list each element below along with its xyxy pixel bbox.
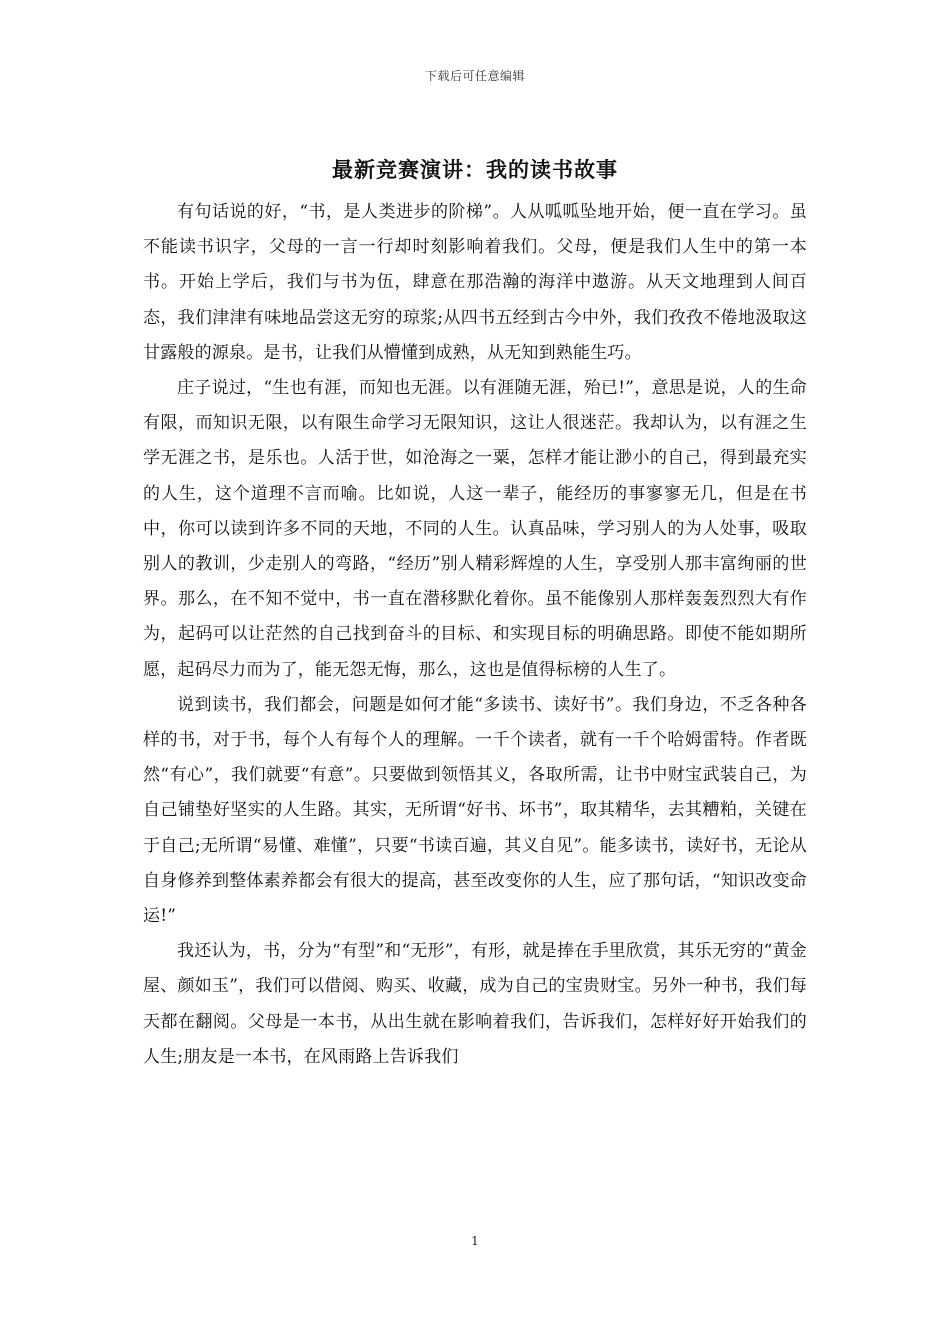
page-header-note: 下载后可任意编辑 — [424, 69, 525, 83]
document-title: 最新竞赛演讲：我的读书故事 — [332, 157, 618, 182]
page-number: 1 — [471, 1234, 479, 1248]
paragraph-2: 庄子说过，“生也有涯，而知也无涯。以有涯随无涯，殆已!”，意思是说，人的生命有限，而知识无限，以有限生命学习无限知识，这让人很迷茫。我却认为，以有涯之生学无涯之书，是乐也。人活于世，如沧海之一粟，怎样才能让渺小的自己，得到最充实的人生，这个道理不言而喻。比如说，人这一辈子，能经历的事寥寥无几，但是在书中，你可以读到许多不同的天地，不同的人生。认真品味，学习别人的为人处事，吸取别人的教训，少走别人的弯路，“经历”别人精彩辉煌的人生，享受别人那丰富绚丽的世界。那么，在不知不觉中，书一直在潜移默化着你。虽不能像别人那样轰轰烈烈大有作为，起码可以让茫然的自己找到奋斗的目标、和实现目标的明确思路。即使不能如期所愿，起码尽力而为了，能无怨无悔，那么，这也是值得标榜的人生了。 — [143, 378, 807, 680]
paragraph-1: 有句话说的好，“书，是人类进步的阶梯”。人从呱呱坠地开始，便一直在学习。虽不能读书识字，父母的一言一行却时刻影响着我们。父母，便是我们人生中的第一本书。开始上学后，我们与书为伍，肆意在那浩瀚的海洋中遨游。从天文地理到人间百态，我们津津有味地品尝这无穷的琼浆;从四书五经到古今中外，我们孜孜不倦地汲取这甘露般的源泉。是书，让我们从懵懂到成熟，从无知到熟能生巧。 — [143, 202, 807, 363]
paragraph-3: 说到读书，我们都会，问题是如何才能“多读书、读好书”。我们身边，不乏各种各样的书，对于书，每个人有每个人的理解。一千个读者，就有一千个哈姆雷特。作者既然“有心”，我们就要“有意”。只要做到领悟其义，各取所需，让书中财宝武装自己，为自己铺垫好坚实的人生路。其实，无所谓“好书、坏书”，取其精华，去其糟粕，关键在于自己;无所谓“易懂、难懂”，只要“书读百遍，其义自见”。能多读书，读好书，无论从自身修养到整体素养都会有很大的提高，甚至改变你的人生，应了那句话，“知识改变命运!” — [143, 694, 807, 927]
document-body — [143, 195, 807, 1075]
paragraph-4: 我还认为，书，分为“有型”和“无形”，有形，就是捧在手里欣赏，其乐无穷的“黄金屋、颜如玉”，我们可以借阅、购买、收藏，成为自己的宝贵财宝。另外一种书，我们每天都在翻阅。父母是一本书，从出生就在影响着我们，告诉我们，怎样好好开始我们的人生;朋友是一本书，在风雨路上告诉我们 — [143, 941, 807, 1067]
